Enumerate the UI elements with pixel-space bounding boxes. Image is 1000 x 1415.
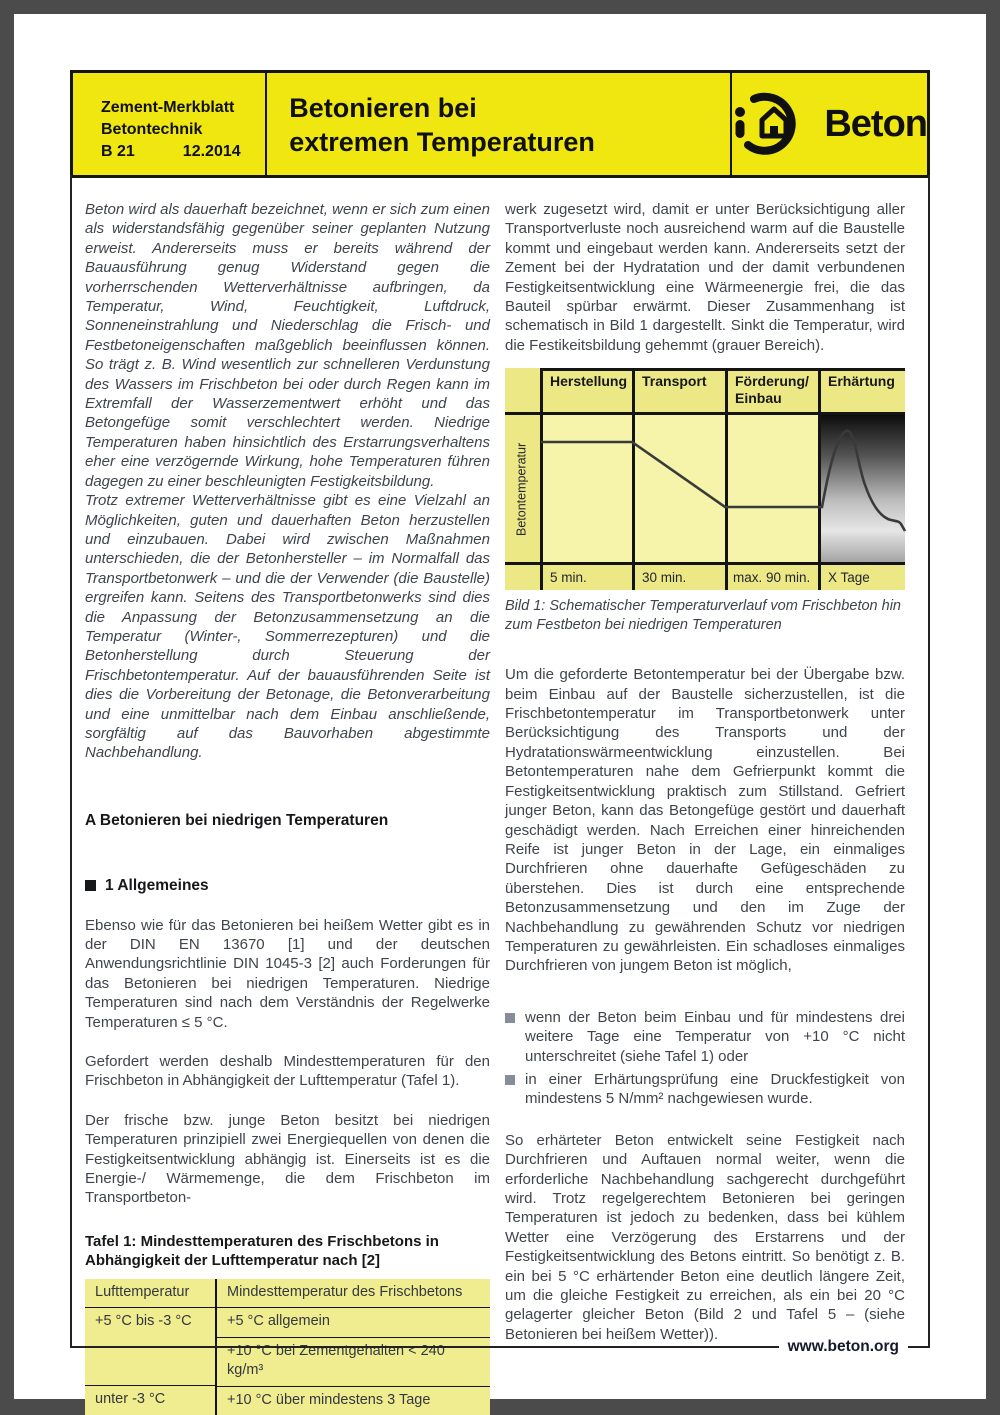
phase-label-herstellung: Herstellung [550,373,628,390]
phase-label-foerderung: Förderung/​Einbau [735,373,809,407]
series-line2: Betontechnik [101,121,203,138]
page-footer [70,1338,930,1356]
section-heading-1-label: 1 Allgemeines [105,877,209,895]
intro-paragraph-2: Trotz extremer Wetterverhältnisse gibt es eine Vielzahl an Möglichkeiten, guten und dauerhaften Beton herzustellen und einzubauen. Dabei wird zwischen Maßnahmen unterschieden, die der Betonhersteller – im Normalfall das Transportbetonwerk – und die der Verwender (die Baustelle) ergreifen kann. Seitens des Transportbetonwerks sind dies die Anpassung der Betonzusammensetzung an die Temperatur (Winter-, Sommerrezepturen) und die Betonherstellung durch Steuerung der Frischbetontemperatur. Auf der bauausführenden Seite ist dies die Vorbereitung der Betonage, die Betonverarbeitung und eine unmittelbar nach dem Einbau anschließende, sorgfältig auf das Bauvorhaben abgestimmte Nachbehandlung. [85,492,490,762]
duration-erhaertung: X Tage [828,570,870,586]
footer-rule-left [70,1346,779,1348]
phase-label-erhaertung: Erhärtung [828,373,895,390]
duration-transport: 30 min. [642,570,687,586]
footer-rule-right [908,1346,930,1348]
header-series-block [73,73,265,175]
chart-y-axis-label: Betontemperatur [514,442,529,536]
paragraph-allgemeines-3: Der frische bzw. junge Beton besitzt bei niedrigen Temperaturen prinzipiell zwei Energiequellen von denen die Festigkeitsentwicklung abhängig ist. Einerseits ist es die Energie-/ Wärmemenge, die dem Frischbeton im Transportbeton- [85,1111,490,1207]
series-line1: Zement-Merkblatt [101,99,235,116]
paragraph-right-3: So erhärteter Beton entwickelt seine Festigkeit nach Durchfrieren und Auftauen normal weiter, wenn die erforderliche Nachbehandlung sachgerecht durchgeführt wird. Trotz regelgerechtem Betonieren bei geringen Temperaturen ist jedoch zu bedenken, dass bei kühlem Wetter eine Verzögerung des Erstarrens und der Festigkeitsentwicklung des Betons eintritt. So benötigt z. B. ein bei 5 °C erhärtender Beton eine deutlich längere Zeit, um die gleiche Festigkeit zu erreichen, als ein bei 20 °C gelagerter gleicher Beton (Bild 2 und Tafel 5 – (siehe Betonieren bei heißem Wetter)). [505,1131,905,1343]
table-cell-air-range-2: unter -3 °C [85,1385,215,1415]
bullet-list [505,1008,905,1109]
doc-date: 12.2014 [182,143,241,160]
phase-label-transport: Transport [642,373,707,390]
table-cell-air-range-1: +5 °C bis -3 °C [95,1313,192,1330]
square-bullet-icon [505,1013,515,1023]
logo-wordmark: Beton [824,102,927,145]
square-bullet-icon [85,880,96,891]
bild1-caption: Bild 1: Schematischer Temperaturverlauf vom Frischbeton hin zum Festbeton bei niedrigen Temperaturen [505,598,901,634]
tafel1-caption: Tafel 1: Mindesttemperaturen des Frischbetons in Abhängigkeit der Lufttemperatur nach [2] [85,1232,439,1269]
document-header [70,70,930,178]
beton-logo-icon [732,88,816,160]
paragraph-allgemeines-2: Gefordert werden deshalb Mindesttemperaturen für den Frischbeton in Abhängigkeit der Lufttemperatur (Tafel 1). [85,1053,490,1090]
bild1-chart [505,368,905,590]
list-item [505,1008,905,1066]
right-column [505,200,905,1344]
square-bullet-icon [505,1075,515,1085]
paragraph-allgemeines-1: Ebenso wie für das Betonieren bei heißem Wetter gibt es in der DIN EN 13670 [1] und der deutschen Anwendungsrichtlinie DIN 1045-3 [2] auch Forderungen für das Betonieren bei niedrigen Temperaturen. Niedrige Temperaturen sind nach dem Verständnis der Regelwerke Temperaturen ≤ 5 °C. [85,916,490,1031]
section-heading-a: A Betonieren bei niedrigen Temperaturen [85,811,389,829]
doc-number: B 21 [101,143,135,160]
bullet-text-2: in einer Erhärtungsprüfung eine Druckfestigkeit von mindestens 5 N/mm² nachgewiesen wurde. [525,1070,905,1108]
paragraph-right-1: werk zugesetzt wird, damit er unter Berücksichtigung aller Transportverluste noch ausreichend warm auf die Baustelle kommt und eingebaut werden kann. Andererseits setzt der Zement bei der Hydratation und der damit verbundenen Festigkeitsentwicklung eine Wärmeenergie frei, die das Bauteil spürbar erwärmt. Dieser Zusammenhang ist schematisch in Bild 1 dargestellt. Sinkt die Temperatur, wird die Festikeitsbildung gehemmt (grauer Bereich). [505,201,905,354]
duration-herstellung: 5 min. [550,570,587,586]
table-cell-min-2: +10 °C bei Zementgehalten < 240 kg/m³ [215,1338,490,1387]
duration-foerderung: max. 90 min. [733,570,811,586]
title-line2: extremen Temperaturen [289,127,595,157]
document-title [265,73,732,175]
bullet-text-1: wenn der Beton beim Einbau und für mindestens drei weitere Tage eine Temperatur von +10 °C nicht unterschreitet (siehe Tafel 1) oder [525,1008,905,1065]
intro-paragraph-1: Beton wird als dauerhaft bezeichnet, wenn er sich zum einen als widerstandsfähig gegenüber seiner geplanten Nutzung erweist. Andererseits muss er bereits während der Bauausführung genug Widerstand gegen die vorherrschenden Wetterverhältnisse aufbringen, da Temperatur, Wind, Feuchtigkeit, Luftdruck, Sonneneinstrahlung und Niederschlag die Frisch- und Festbetoneigenschaften maßgeblich beeinflussen können. So trägt z. B. Wind wesentlich zur schnelleren Verdunstung des Wassers im Frischbeton bei oder durch Regen kann im Extremfall der Wasserzementwert erhöht und das Betongefüge somit verschlechtert werden. Niedrige Temperaturen haben hinsichtlich des Erstarrungsverhaltens eher eine verzögernde Wirkung, hohe Temperaturen führen dagegen zu einer beschleunigten Festigkeitsbildung. [85,201,490,490]
left-column [85,200,490,1415]
temperature-curve [505,368,905,590]
table-header-lufttemperatur: Lufttemperatur [85,1279,215,1308]
table-header-mindesttemperatur: Mindesttemperatur des Frischbetons [215,1279,490,1308]
document-page [14,14,986,1408]
table-cell-min-1: +5 °C allgemein [215,1308,490,1337]
beton-website-link[interactable]: www.beton.org [787,1338,899,1355]
section-heading-1 [85,876,490,895]
beton-logo [732,73,927,175]
table-cell-min-3: +10 °C über mindestens 3 Tage [215,1387,490,1415]
list-item [505,1070,905,1109]
paragraph-right-2: Um die geforderte Betontemperatur bei der Übergabe bzw. beim Einbau auf der Baustelle sicherzustellen, ist die Frischbetontemperatur im Transportbetonwerk unter Berücksichtigung des Transports und der Hydratationswärmeentwicklung einzustellen. Bei Betontemperaturen nahe dem Gefrierpunkt kommt die Festigkeitsentwicklung praktisch zum Stillstand. Gefriert junger Beton, kann das Betongefüge gestört und dauerhaft geschädigt werden. Nach Erreichen einer hinreichenden Reife ist junger Beton in der Lage, ein einmaliges Durchfrieren ohne dauerhafte Gefügeschäden zu überstehen. Dies ist durch eine entsprechende Betonzusammensetzung und den im Zuge der Nachbehandlung zu gewährenden Schutz vor niedrigen Temperaturen zu gewährleisten. Ein schadloses einmaliges Durchfrieren von jungem Beton ist möglich, [505,666,905,975]
title-line1: Betonieren bei [289,93,477,123]
